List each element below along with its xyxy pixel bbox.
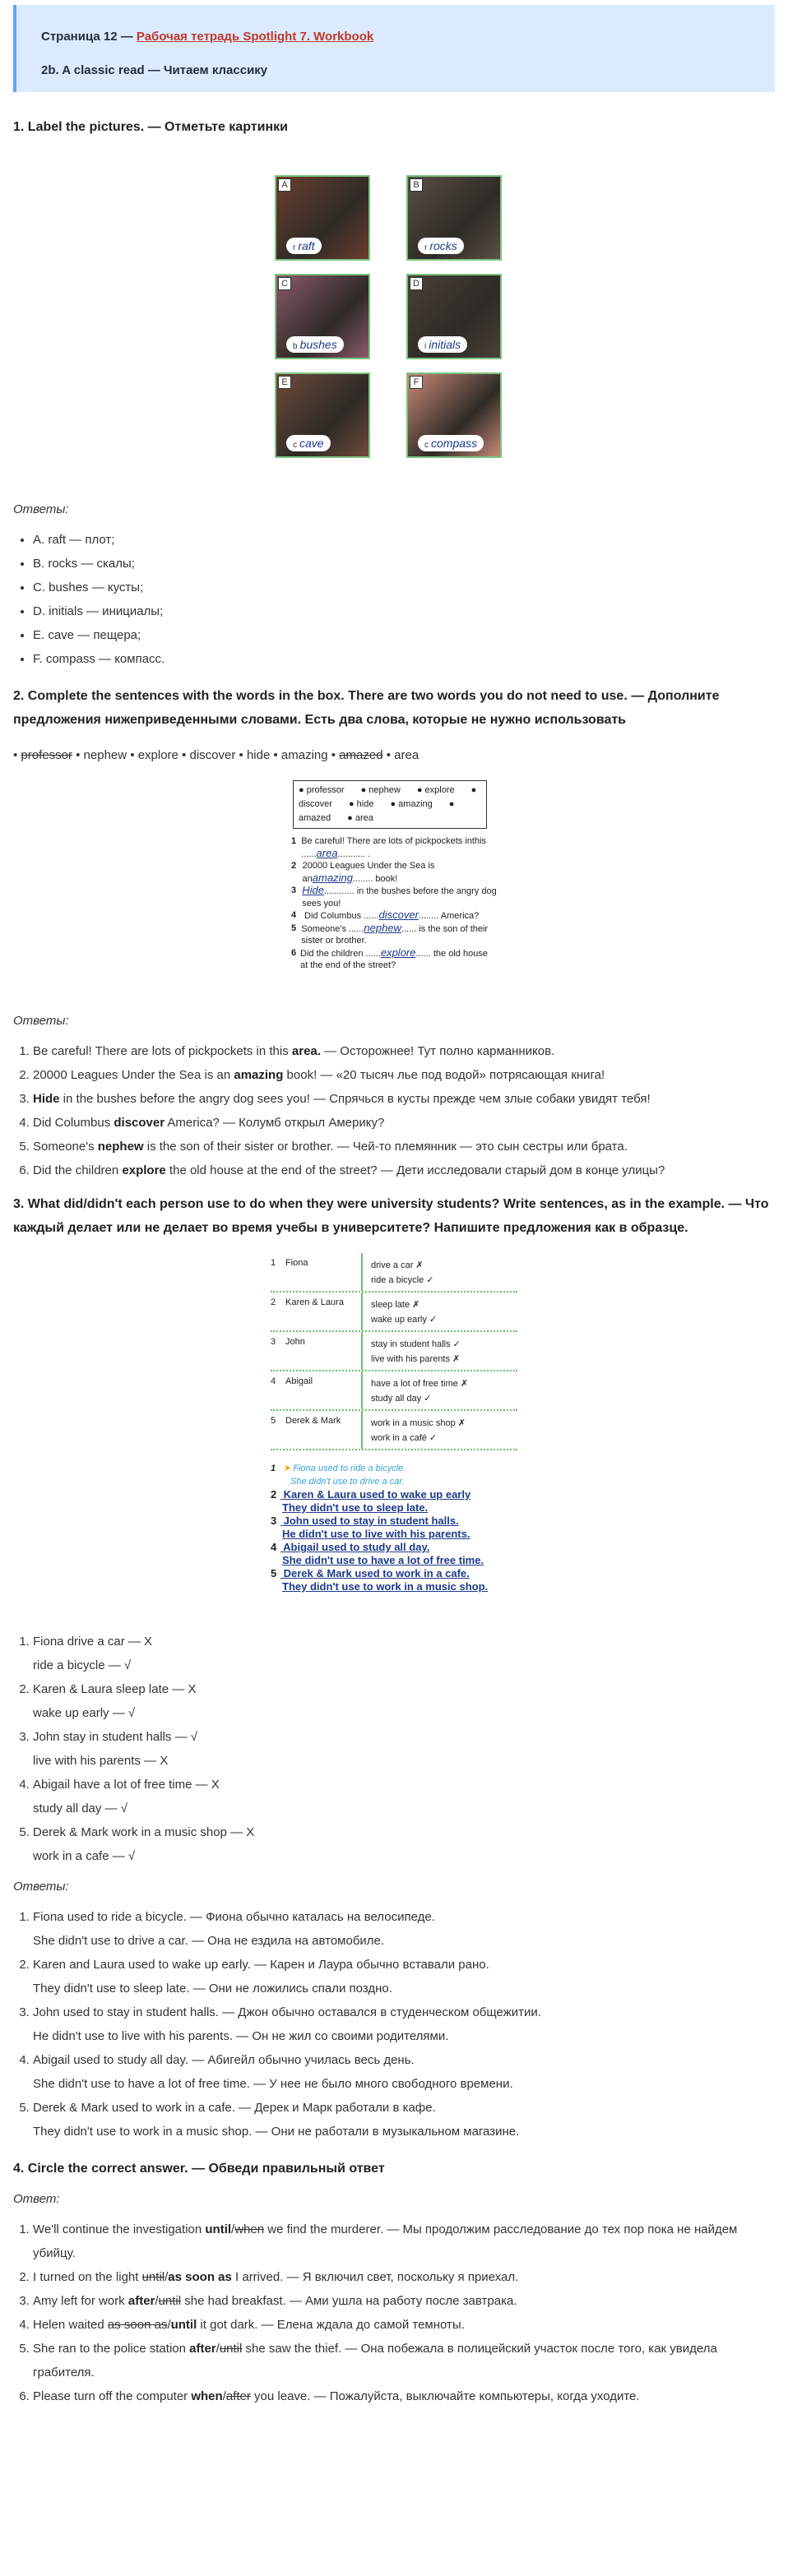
list-item (33, 1773, 775, 1820)
row-activities (363, 1293, 437, 1330)
exercise-3-list (13, 1630, 775, 1868)
picture-a (275, 175, 370, 261)
line-number: 3 (271, 1515, 277, 1527)
exercise-3-handwritten: 1 ➤ Fiona used to ride a bicycle. She didn't use to drive a car. 2 Karen & Laura used to wake up early They didn't use to sleep late. 3 John used to stay in student halls. He didn't use to live with his parents. 4 Abigail used to study all day. She didn't use to have a lot of free time. 5 Derek & Mark used to work in a cafe. They didn't use to work in a music shop. (271, 1462, 517, 1593)
row-activities (363, 1332, 461, 1370)
word-box (293, 780, 487, 829)
list-line: 2. Karen & Laura sleep late — X (33, 1682, 197, 1696)
list-line: live with his parents — X (33, 1754, 169, 1768)
answer-item (33, 2384, 775, 2408)
box-word: ● amazing (390, 799, 433, 809)
picture-label-prefix: c (293, 441, 297, 450)
exercise-4-answers (13, 2218, 775, 2408)
correct-choice: when (191, 2389, 223, 2403)
word-chip: explore (137, 748, 178, 762)
choice-separator: / (231, 2222, 235, 2236)
picture-label-prefix: c (424, 441, 429, 450)
answer-post: you leave. — Пожалуйста, выключайте компьютеры, когда уходите. (250, 2389, 640, 2403)
exercise-2-sentences (291, 835, 497, 972)
row-activities (363, 1371, 468, 1409)
answer-post: book! — «20 тысяч лье под водой» потрясающая книга! (283, 1068, 605, 1082)
picture-label (418, 336, 467, 353)
answer-line: He didn't use to live with his parents. — Он не жил со своими родителями. (33, 2029, 449, 2043)
answer-pre: Did Columbus (33, 1116, 114, 1130)
sentence-number: 5 (291, 923, 297, 933)
list-item: • C. bushes — кусты; (33, 576, 775, 599)
sentence-part: ........ America? (418, 911, 480, 921)
answer-item (33, 2337, 775, 2384)
activity: study all day ✓ (371, 1394, 432, 1404)
answer-item (33, 1905, 775, 1953)
activity: live with his parents ✗ (371, 1354, 461, 1364)
list-line: 3. John stay in student halls — √ (33, 1730, 198, 1744)
row-name: Abigail (285, 1371, 363, 1409)
handwritten-answer: area (316, 846, 338, 859)
sentence-part: this ...... (301, 836, 487, 859)
picture-label (286, 336, 344, 353)
handwritten-text: She didn't use to have a lot of free time. (282, 1554, 484, 1566)
choice-separator: / (165, 2270, 169, 2284)
wrong-choice: after (225, 2389, 251, 2403)
answer-item (33, 1159, 775, 1182)
word-chip: hide (246, 748, 271, 762)
list-line: wake up early — √ (33, 1706, 136, 1720)
word-chip: discover (189, 748, 236, 762)
answer-item (33, 2096, 775, 2144)
choice-separator: / (222, 2389, 226, 2403)
wrong-choice: until (141, 2270, 165, 2284)
handwritten-line (271, 1501, 517, 1515)
answer-pre: She ran to the police station (33, 2342, 190, 2356)
row-number: 4 (271, 1376, 276, 1386)
list-item: • E. cave — пещера; (33, 623, 775, 647)
box-word-text: professor (306, 785, 345, 795)
answer-item (33, 2048, 775, 2096)
picture-label-word: raft (298, 239, 315, 252)
picture-label-prefix: r (424, 243, 428, 252)
box-word: ● nephew (360, 785, 401, 795)
row-name: Derek & Mark (285, 1411, 363, 1449)
row-number: 1 (271, 1258, 276, 1268)
picture-b (406, 175, 502, 261)
exercise-1-title: 1. Label the pictures. — Отметьте картинки (13, 120, 288, 134)
sentence-line (291, 923, 497, 947)
answer-post: the old house at the end of the street? — Дети исследовали старый дом в конце улицы? (165, 1163, 665, 1177)
list-line: 1. Fiona drive a car — X (33, 1635, 153, 1649)
handwritten-line (271, 1580, 517, 1593)
sentence-text (304, 909, 479, 923)
row-name: Fiona (285, 1253, 363, 1291)
banner-line-1 (41, 30, 750, 44)
answer-line: 1. Fiona used to ride a bicycle. — Фиона обычно каталась на велосипеде. (33, 1910, 435, 1924)
wrong-choice: as soon as (107, 2318, 168, 2332)
workbook-link[interactable]: Рабочая тетрадь Spotlight 7. Workbook (136, 30, 374, 44)
handwritten-line (271, 1554, 517, 1567)
box-word: ● amazed (299, 799, 455, 823)
picture-label (286, 435, 331, 451)
answer-line: They didn't use to work in a music shop. — Они не работали в музыкальном магазине. (33, 2125, 520, 2139)
box-word-text: amazing (398, 799, 433, 809)
picture-letter: F (410, 376, 423, 389)
answer-item (33, 1953, 775, 2000)
arrow-icon: ➤ (283, 1464, 291, 1473)
answer-pre: I turned on the light (33, 2270, 142, 2284)
correct-choice: as soon as (168, 2270, 232, 2284)
answer-item (33, 1111, 775, 1135)
exercise-3-table (271, 1253, 517, 1450)
sentence-number: 1 (291, 836, 297, 846)
page-number: Страница 12 — (41, 30, 137, 44)
picture-grid (275, 175, 513, 471)
sentence-line (291, 909, 497, 923)
picture-label-word: bushes (299, 338, 337, 351)
wrong-choice: when (234, 2222, 265, 2236)
choice-separator: / (155, 2294, 159, 2308)
correct-choice: until (170, 2318, 197, 2332)
answer-post: is the son of their sister or brother. — Чей-то племянник — это сын сестры или брата. (143, 1140, 628, 1154)
exercise-4 (13, 2157, 775, 2408)
handwritten-line (271, 1515, 517, 1528)
activity: sleep late ✗ (371, 1300, 420, 1310)
picture-label-prefix: r (293, 243, 296, 252)
answer-line: 5. Derek & Mark used to work in a cafe. — Дерек и Марк работали в кафе. (33, 2101, 436, 2115)
exercise-1 (13, 115, 775, 671)
handwritten-answer: amazing (312, 871, 353, 884)
table-row (271, 1371, 517, 1411)
exercise-3-title: 3. What did/didn't each person use to do when they were university students? Write sentences, as in the example. — Что каждый делает или не делает во время учебы в университете? Напишите предложения как в образце. (13, 1197, 769, 1235)
answer-item (33, 2218, 775, 2265)
handwritten-text: He didn't use to live with his parents. (282, 1528, 470, 1540)
picture-label (286, 238, 322, 254)
sentence-part: ........... . (337, 849, 371, 859)
sentence-part: ............ in the bushes before the angry dog sees you! (302, 886, 497, 909)
exercise-3-image (271, 1253, 517, 1605)
box-word-text: hide (356, 799, 374, 809)
list-item (33, 1725, 775, 1773)
answer-item (33, 2265, 775, 2289)
picture-label-word: cave (299, 437, 324, 450)
list-item: • A. raft — плот; (33, 528, 775, 552)
sentence-line (291, 860, 497, 885)
sentence-part: 20000 Leagues Under the Sea is an (302, 861, 435, 884)
answer-item (33, 1039, 775, 1063)
exercise-1-answers (13, 528, 775, 671)
answer-word: explore (122, 1163, 166, 1177)
list-item: • B. rocks — скалы; (33, 552, 775, 576)
handwritten-text: Abigail used to study all day. (283, 1541, 430, 1553)
activity: work in a music shop ✗ (371, 1418, 466, 1428)
list-item: • D. initials — инициалы; (33, 599, 775, 623)
sentence-text (301, 923, 497, 947)
box-word: ● hide (348, 799, 374, 809)
correct-choice: until (205, 2222, 232, 2236)
exercise-3-answers (13, 1905, 775, 2144)
box-word-text: explore (424, 785, 455, 795)
section-title: 2b. A classic read — Читаем классику (41, 63, 268, 77)
picture-d (406, 274, 502, 359)
box-word: ● explore (416, 785, 455, 795)
sentence-number: 3 (291, 886, 297, 895)
handwritten-answer: discover (378, 909, 419, 921)
list-item: • F. compass — компасс. (33, 647, 775, 671)
picture-label-word: compass (431, 437, 478, 450)
answer-pre: We'll continue the investigation (33, 2222, 206, 2236)
table-row (271, 1293, 517, 1332)
answers-label: Ответы: (13, 1880, 69, 1894)
row-number: 2 (271, 1297, 276, 1307)
answer-item (33, 2000, 775, 2048)
word-chip: amazed (339, 748, 383, 762)
activity: stay in student halls ✓ (371, 1339, 461, 1349)
picture-label (418, 435, 484, 451)
sentence-line (291, 885, 497, 909)
exercise-2-title: 2. Complete the sentences with the words in the box. There are two words you do not need to use. — Дополните предложения нижеприведенными словами. Есть два слова, которые не нужно использовать (13, 689, 720, 727)
sentence-part: Be careful! There are lots of pickpockets in (301, 836, 472, 846)
handwritten-text: They didn't use to work in a music shop. (282, 1580, 489, 1593)
list-item (33, 1677, 775, 1725)
activity: drive a car ✗ (371, 1260, 424, 1270)
handwritten-line (271, 1541, 517, 1554)
handwritten-text: They didn't use to sleep late. (282, 1501, 429, 1514)
example-line-1: Fiona used to ride a bicycle. (293, 1464, 406, 1473)
exercise-2 (13, 684, 775, 1182)
answer-word: area. (291, 1044, 321, 1058)
box-word: ● professor (299, 785, 345, 795)
answer-post: America? — Колумб открыл Америку? (165, 1116, 385, 1130)
choice-separator: / (216, 2342, 220, 2356)
picture-label-prefix: b (293, 342, 298, 351)
sentence-part: Someone's ...... (301, 923, 364, 934)
exercise-2-answers (13, 1039, 775, 1182)
box-word-text: nephew (369, 785, 401, 795)
picture-c (275, 274, 370, 359)
exercise-4-title: 4. Circle the correct answer. — Обведи правильный ответ (13, 2162, 385, 2176)
sentence-part: Did the children ...... (300, 948, 381, 959)
sentence-number: 4 (291, 910, 297, 920)
answer-item (33, 1063, 775, 1087)
handwritten-text: John used to stay in student halls. (283, 1515, 459, 1527)
picture-e (275, 372, 370, 458)
word-chip: amazing (280, 748, 328, 762)
list-item (33, 1820, 775, 1868)
sentence-line (291, 835, 497, 860)
answer-word: Hide (33, 1092, 60, 1106)
answers-label: Ответы: (13, 1014, 69, 1028)
wrong-choice: until (158, 2294, 182, 2308)
wrong-choice: until (219, 2342, 243, 2356)
answer-word: discover (114, 1116, 165, 1130)
answer-word: nephew (97, 1140, 144, 1154)
picture-letter: C (278, 277, 291, 290)
answer-post: she had breakfast. — Ами ушла на работу после завтрака. (181, 2294, 517, 2308)
answer-item (33, 2289, 775, 2313)
answer-word: amazing (234, 1068, 284, 1082)
picture-letter: B (410, 178, 423, 192)
row-name: John (285, 1332, 363, 1370)
handwritten-answer: nephew (364, 921, 401, 934)
correct-choice: after (189, 2342, 216, 2356)
example-line-2: She didn't use to drive a car. (290, 1477, 405, 1487)
activity: work in a café ✓ (371, 1433, 438, 1443)
page (0, 5, 788, 2425)
sentence-part: ........ book! (352, 873, 398, 884)
sentence-part: ...... is the son of their sister or brother. (301, 923, 489, 946)
row-number: 5 (271, 1416, 276, 1426)
line-number: 5 (271, 1567, 277, 1579)
sentence-text (301, 835, 497, 860)
answer-post: I arrived. — Я включил свет, поскольку я приехал. (231, 2270, 519, 2284)
handwritten-text: Derek & Mark used to work in a cafe. (283, 1567, 470, 1579)
activity: have a lot of free time ✗ (371, 1379, 469, 1389)
sentence-number: 2 (291, 861, 297, 871)
list-line: 5. Derek & Mark work in a music shop — X (33, 1825, 255, 1839)
answer-pre: Please turn off the computer (33, 2389, 192, 2403)
answer-post: we find the murderer. — Мы продолжим расследование до тех пор пока не найдем убийцу. (33, 2222, 738, 2260)
answer-item (33, 1087, 775, 1111)
handwritten-text: Karen & Laura used to wake up early (283, 1488, 471, 1501)
answer-pre: Did the children (33, 1163, 123, 1177)
answer-line: She didn't use to drive a car. — Она не ездила на автомобиле. (33, 1934, 385, 1948)
handwritten-line (271, 1567, 517, 1580)
picture-label-prefix: i (424, 342, 427, 351)
answer-pre: Be careful! There are lots of pickpockets in this (33, 1044, 292, 1058)
answer-line: She didn't use to have a lot of free time. — У нее не было много свободного времени. (33, 2077, 513, 2091)
sentence-text (302, 885, 497, 909)
line-number: 2 (271, 1488, 277, 1501)
correct-choice: after (127, 2294, 155, 2308)
row-activities (363, 1411, 466, 1449)
sentence-line (291, 947, 497, 972)
answer-line: 2. Karen and Laura used to wake up early. — Карен и Лаура обычно вставали рано. (33, 1958, 489, 1972)
answer-line: 4. Abigail used to study all day. — Абигейл обычно училась весь день. (33, 2053, 415, 2067)
answers-label: Ответ: (13, 2192, 60, 2206)
box-word: ● area (347, 813, 373, 823)
activity: wake up early ✓ (371, 1315, 438, 1325)
answer-pre: 20000 Leagues Under the Sea is an (33, 1068, 234, 1082)
sentence-part: Did Columbus ...... (304, 911, 379, 921)
answers-label: Ответы: (13, 502, 69, 516)
list-line: 4. Abigail have a lot of free time — X (33, 1778, 220, 1792)
sentence-number: 6 (291, 947, 297, 958)
answer-pre: Amy left for work (33, 2294, 128, 2308)
sentence-text (300, 947, 497, 972)
picture-letter: D (410, 277, 423, 290)
picture-letter: A (278, 178, 291, 192)
box-word-text: amazed (299, 813, 331, 823)
box-word: ● discover (299, 785, 477, 809)
picture-letter: E (278, 376, 291, 389)
list-line: ride a bicycle — √ (33, 1658, 132, 1672)
sentence-part: ...... the old house at the end of the street? (300, 948, 488, 970)
answer-pre: Someone's (33, 1140, 98, 1154)
answer-post: she saw the thief. — Она побежала в полицейский участок после того, как увидела грабителя. (33, 2342, 717, 2379)
row-activities (363, 1253, 433, 1291)
box-word-text: area (355, 813, 373, 823)
answer-post: — Осторожнее! Тут полно карманников. (320, 1044, 555, 1058)
answer-line: They didn't use to sleep late. — Они не ложились спали поздно. (33, 1982, 392, 1996)
word-chip: area (394, 748, 419, 762)
row-name: Karen & Laura (285, 1293, 363, 1330)
word-chip: professor (21, 748, 72, 762)
handwritten-line (271, 1488, 517, 1501)
handwritten-answer: explore (380, 946, 416, 959)
activity: ride a bicycle ✓ (371, 1275, 434, 1285)
line-number: 4 (271, 1541, 277, 1553)
handwritten-answer: Hide (302, 884, 324, 896)
word-box-line: • professor • nephew • explore • discover • hide • amazing • amazed • area (13, 748, 419, 762)
answer-post: it got dark. — Елена ждала до самой темноты. (197, 2318, 465, 2332)
answer-pre: Helen waited (33, 2318, 108, 2332)
picture-label-word: initials (429, 338, 461, 351)
picture-f (406, 372, 502, 458)
handwritten-line (271, 1528, 517, 1541)
header-banner (13, 5, 775, 92)
answer-line: 3. John used to stay in student halls. — Джон обычно оставался в студенческом общежитии. (33, 2005, 541, 2019)
sentence-text (303, 860, 497, 885)
table-row (271, 1253, 517, 1293)
word-chip: nephew (83, 748, 127, 762)
exercise-3 (13, 1192, 775, 2144)
exercise-2-image (291, 780, 497, 996)
table-row (271, 1411, 517, 1450)
choice-separator: / (167, 2318, 171, 2332)
answer-post: in the bushes before the angry dog sees you! — Спрячься в кусты прежде чем злые собаки увидят тебя! (59, 1092, 651, 1106)
box-word-text: discover (299, 799, 332, 809)
list-item (33, 1630, 775, 1677)
table-row (271, 1332, 517, 1371)
row-number: 3 (271, 1337, 276, 1347)
picture-label-word: rocks (429, 239, 457, 252)
list-line: work in a cafe — √ (33, 1849, 136, 1863)
answer-item (33, 1135, 775, 1159)
answer-item (33, 2313, 775, 2337)
list-line: study all day — √ (33, 1801, 127, 1815)
picture-label (418, 238, 464, 254)
